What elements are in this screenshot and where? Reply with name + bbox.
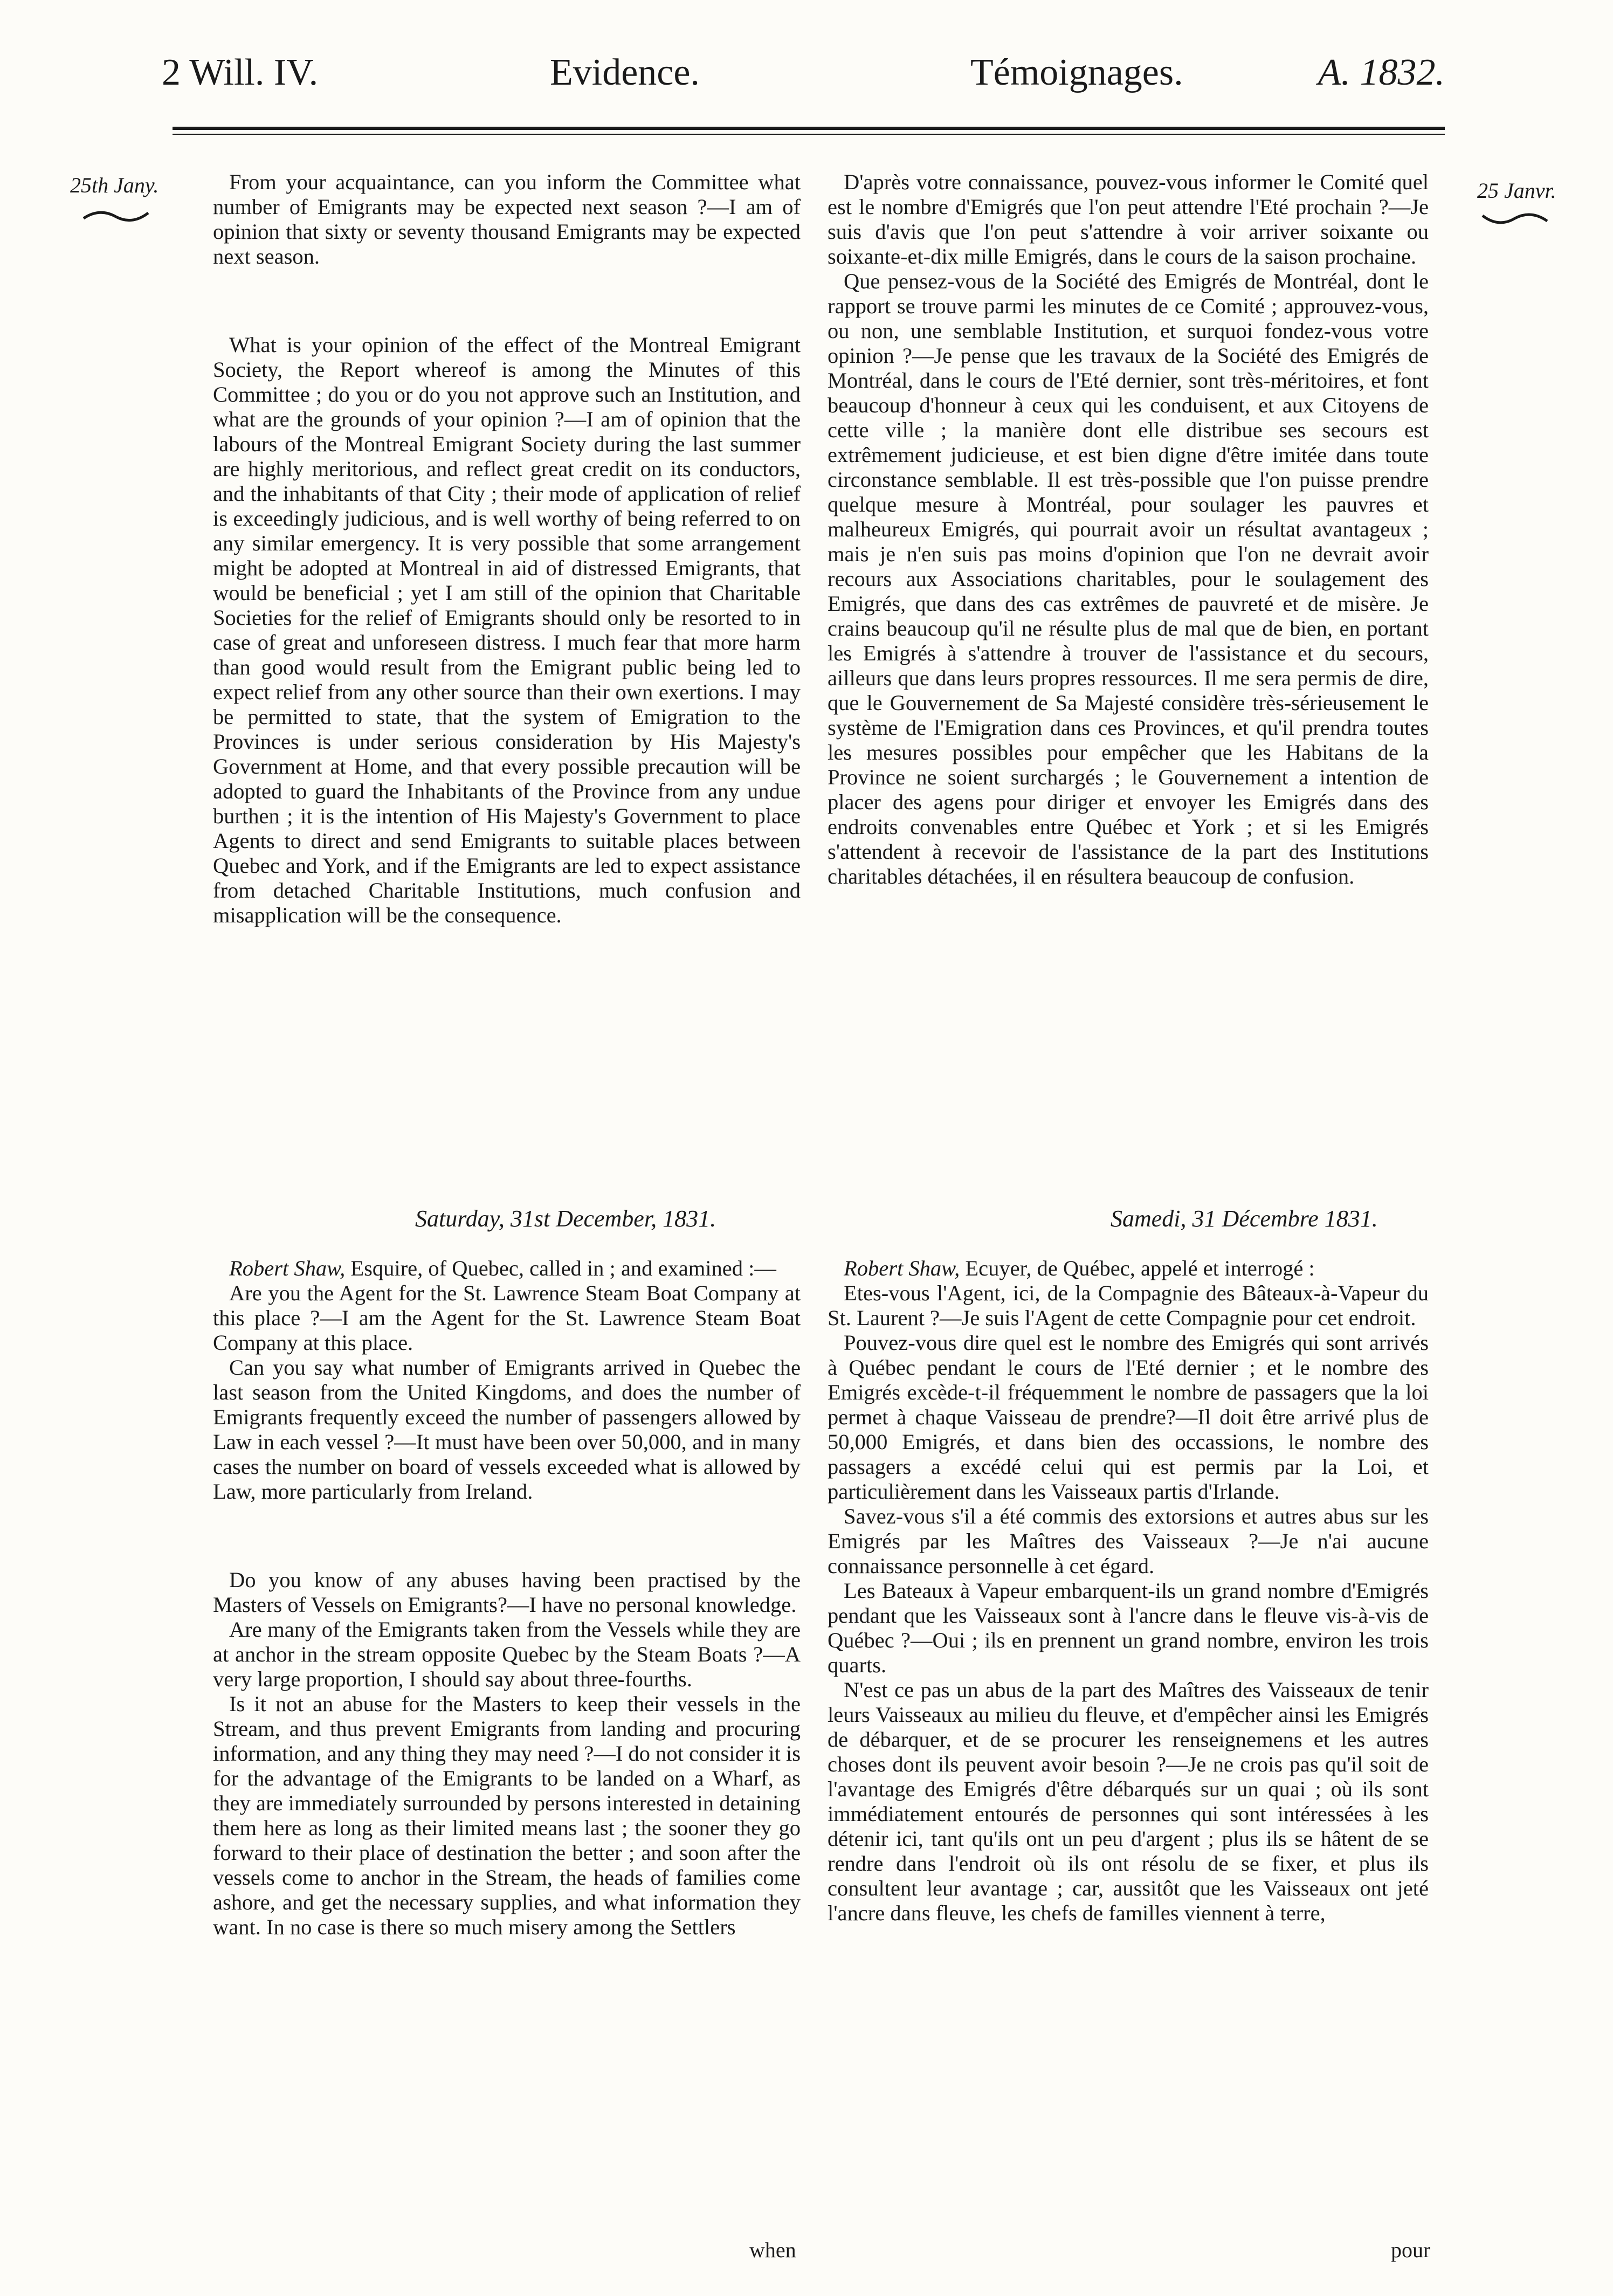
fr-witness-name: Robert Shaw,: [844, 1256, 960, 1280]
english-column-upper: [213, 170, 801, 928]
english-column-lower: [213, 1256, 801, 1940]
fr-question-emigrant-numbers: D'après votre connaissance, pouvez-vous informer le Comité quel est le nombre d'Emigrés que l'on peut attendre l'Eté prochain ?—Je suis d'avis que l'on peut s'attendre à voir arriver soixante ou soixante-et-dix mille Emigrés, dans le cours de la saison prochaine.: [828, 170, 1429, 268]
margin-date-right: 25 Janvr.: [1477, 178, 1556, 203]
fr-dateline: Samedi, 31 Décembre 1831.: [1111, 1205, 1378, 1232]
fr-question-agent: Etes-vous l'Agent, ici, de la Compagnie des Bâteaux-à-Vapeur du St. Laurent ?—Je suis l'Agent de cette Compagnie pour cet endroit.: [828, 1281, 1429, 1330]
header-temoignages: Témoignages.: [970, 52, 1183, 93]
en-question-agent: Are you the Agent for the St. Lawrence Steam Boat Company at this place ?—I am the Agent for the St. Lawrence Steam Boat Company at this place.: [213, 1281, 801, 1355]
fr-witness-intro-text: Ecuyer, de Québec, appelé et interrogé :: [960, 1256, 1315, 1280]
header-appendix-year: A. 1832.: [1318, 52, 1445, 93]
fr-question-montreal-society: Que pensez-vous de la Société des Emigrés de Montréal, dont le rapport se trouve parmi les minutes de ce Comité ; approuvez-vous, ou non, une semblable Institution, et surquoi fondez-vous votre opinion ?—Je pense que les travaux de la Société des Emigrés de Montréal, dans le cours de l'Eté dernier, sont très-méritoires, et font beaucoup d'honneur à ceux qui les conduisent, et aux Citoyens de cette ville ; la manière dont elle distribue ses secours est extrêmement judicieuse, et est bien digne d'être imitée dans toute circonstance semblable. Il est très-possible que l'on puisse prendre quelque mesure à Montréal, pour soulager les pauvres et malheureux Emigrés, qui pourrait avoir un résultat avantageux ; mais je n'en suis pas moins d'opinion que l'on ne devrait avoir recours aux Associations charitables, pour le soulagement des Emigrés, que dans des cas extrêmes de pauvreté et de misère. Je crains beaucoup qu'il ne résulte plus de mal que de bien, en portant les Emigrés à s'attendre à trouver de l'assistance et du secours, ailleurs que dans leurs propres ressources. Il me sera permis de dire, que le Gouvernement de Sa Majesté considère très-sérieusement le système de l'Emigration dans ces Provinces, et qu'il prendra toutes les mesures possibles pour empêcher que les Habitans de la Province ne soient surchargés ; le Gouvernement a intention de placer des agens pour diriger et envoyer les Emigrés dans des endroits convenables entre Québec et York ; et si les Emigrés s'attendent à recevoir de l'assistance de la part des Institutions charitables détachées, il en résultera beaucoup de confusion.: [828, 269, 1429, 888]
french-column-upper: [828, 170, 1429, 889]
margin-date-left: 25th Jany.: [70, 173, 159, 197]
header-rule-thick: [173, 127, 1445, 130]
header-regnal-year: 2 Will. IV.: [162, 52, 319, 93]
fr-question-abuses: Savez-vous s'il a été commis des extorsions et autres abus sur les Emigrés par les Maîtres des Vaisseaux ?—Je n'ai aucune connaissance personnelle à cet égard.: [828, 1504, 1429, 1578]
en-witness-intro-text: Esquire, of Quebec, called in ; and examined :—: [345, 1256, 776, 1280]
en-question-montreal-society: What is your opinion of the effect of the Montreal Emigrant Society, the Report whereof is among the Minutes of this Committee ; do you or do you not approve such an Institution, and what are the grounds of your opinion ?—I am of opinion that the labours of the Montreal Emigrant Society during the last summer are highly meritorious, and reflect great credit on its conductors, and the inhabitants of that City ; their mode of application of relief is exceedingly judicious, and is well worthy of being referred to on any similar emergency. It is very possible that some arrangement might be adopted at Montreal in aid of distressed Emigrants, that would be beneficial ; yet I am still of the opinion that Charitable Societies for the relief of Emigrants should only be resorted to in case of great and unforeseen distress. I much fear that more harm than good would result from the Emigrant public being led to expect relief from any other source than their own exertions. I may be permitted to state, that the system of Emigration to the Provinces is under serious consideration by His Majesty's Government at Home, and that every possible precaution will be adopted to guard the Inhabitants of the Province from any undue burthen ; it is the intention of His Majesty's Government to place Agents to direct and send Emigrants to suitable places between Quebec and York, and if the Emigrants are led to expect assistance from detached Charitable Institutions, much confusion and misapplication will be the consequence.: [213, 333, 801, 927]
en-dateline: Saturday, 31st December, 1831.: [415, 1205, 716, 1232]
fr-question-vessels-stream: N'est ce pas un abus de la part des Maîtres des Vaisseaux de tenir leurs Vaisseaux au milieu du fleuve, et d'empêcher ainsi les Emigrés de débarquer, et de se procurer les renseignemens et les autres choses dont ils peuvent avoir besoin ?—Je ne crois pas qu'il soit de l'avantage des Emigrés d'être débarqués sur un quai ; où ils sont immédiatement entourés de personnes qui sont intéressées à les détenir ici, tant qu'ils ont un peu d'argent ; plus ils se hâtent de se rendre dans l'endroit où ils ont résolu de se fixer, et plus ils consultent leur avantage ; car, aussitôt que les Vaisseaux ont jeté l'ancre dans fleuve, les chefs de familles viennent à terre,: [828, 1678, 1429, 1925]
fr-catchword: pour: [1391, 2238, 1431, 2262]
fr-question-arrivals: Pouvez-vous dire quel est le nombre des Emigrés qui sont arrivés à Québec pendant le cours de l'Eté dernier ; et le nombre des Emigrés excède-t-il fréquemment le nombre de passagers que la loi permet à chaque Vaisseau de prendre?—Il doit être arrivé plus de 50,000 Emigrés, et dans bien des occassions, le nombre des passagers a excédé celui qui est permis par la Loi, et particulièrement dans les Vaisseaux partis d'Irlande.: [828, 1330, 1429, 1504]
en-question-abuses: Do you know of any abuses having been practised by the Masters of Vessels on Emigrants?—I have no personal knowledge.: [213, 1568, 801, 1617]
en-question-steam-boats: Are many of the Emigrants taken from the Vessels while they are at anchor in the stream opposite Quebec by the Steam Boats ?—A very large proportion, I should say about three-fourths.: [213, 1617, 801, 1691]
en-witness-name: Robert Shaw,: [229, 1256, 346, 1280]
flourish-ornament-left: [81, 205, 151, 226]
flourish-ornament-right: [1480, 208, 1550, 229]
en-question-arrivals: Can you say what number of Emigrants arrived in Quebec the last season from the United Kingdoms, and does the number of Emigrants frequently exceed the number of passengers allowed by Law in each vessel ?—It must have been over 50,000, and in many cases the number on board of vessels exceeded what is allowed by Law, more particularly from Ireland.: [213, 1355, 801, 1504]
en-witness-introduction: [213, 1256, 801, 1281]
en-question-emigrant-numbers: From your acquaintance, can you inform the Committee what number of Emigrants may be expected next season ?—I am of opinion that sixty or seventy thousand Emigrants may be expected next season.: [213, 170, 801, 268]
fr-witness-introduction: [828, 1256, 1429, 1281]
header-evidence: Evidence.: [550, 52, 700, 93]
en-catchword: when: [749, 2238, 796, 2262]
header-rule-thin: [173, 134, 1445, 135]
en-question-vessels-stream: Is it not an abuse for the Masters to keep their vessels in the Stream, and thus prevent Emigrants from landing and procuring information, and any thing they may need ?—I do not consider it is for the advantage of the Emigrants to be landed on a Wharf, as they are immediately surrounded by persons interested in detaining them here as long as their limited means last ; the sooner they go forward to their place of destination the better ; and soon after the vessels come to anchor in the Stream, the heads of families come ashore, and get the necessary supplies, and what information they want. In no case is there so much misery among the Settlers: [213, 1692, 801, 1939]
french-column-lower: [828, 1256, 1429, 1926]
fr-question-steam-boats: Les Bateaux à Vapeur embarquent-ils un grand nombre d'Emigrés pendant que les Vaisseaux sont à l'ancre dans le fleuve vis-à-vis de Québec ?—Oui ; ils en prennent un grand nombre, environ les trois quarts.: [828, 1578, 1429, 1677]
running-header: [162, 51, 1445, 111]
